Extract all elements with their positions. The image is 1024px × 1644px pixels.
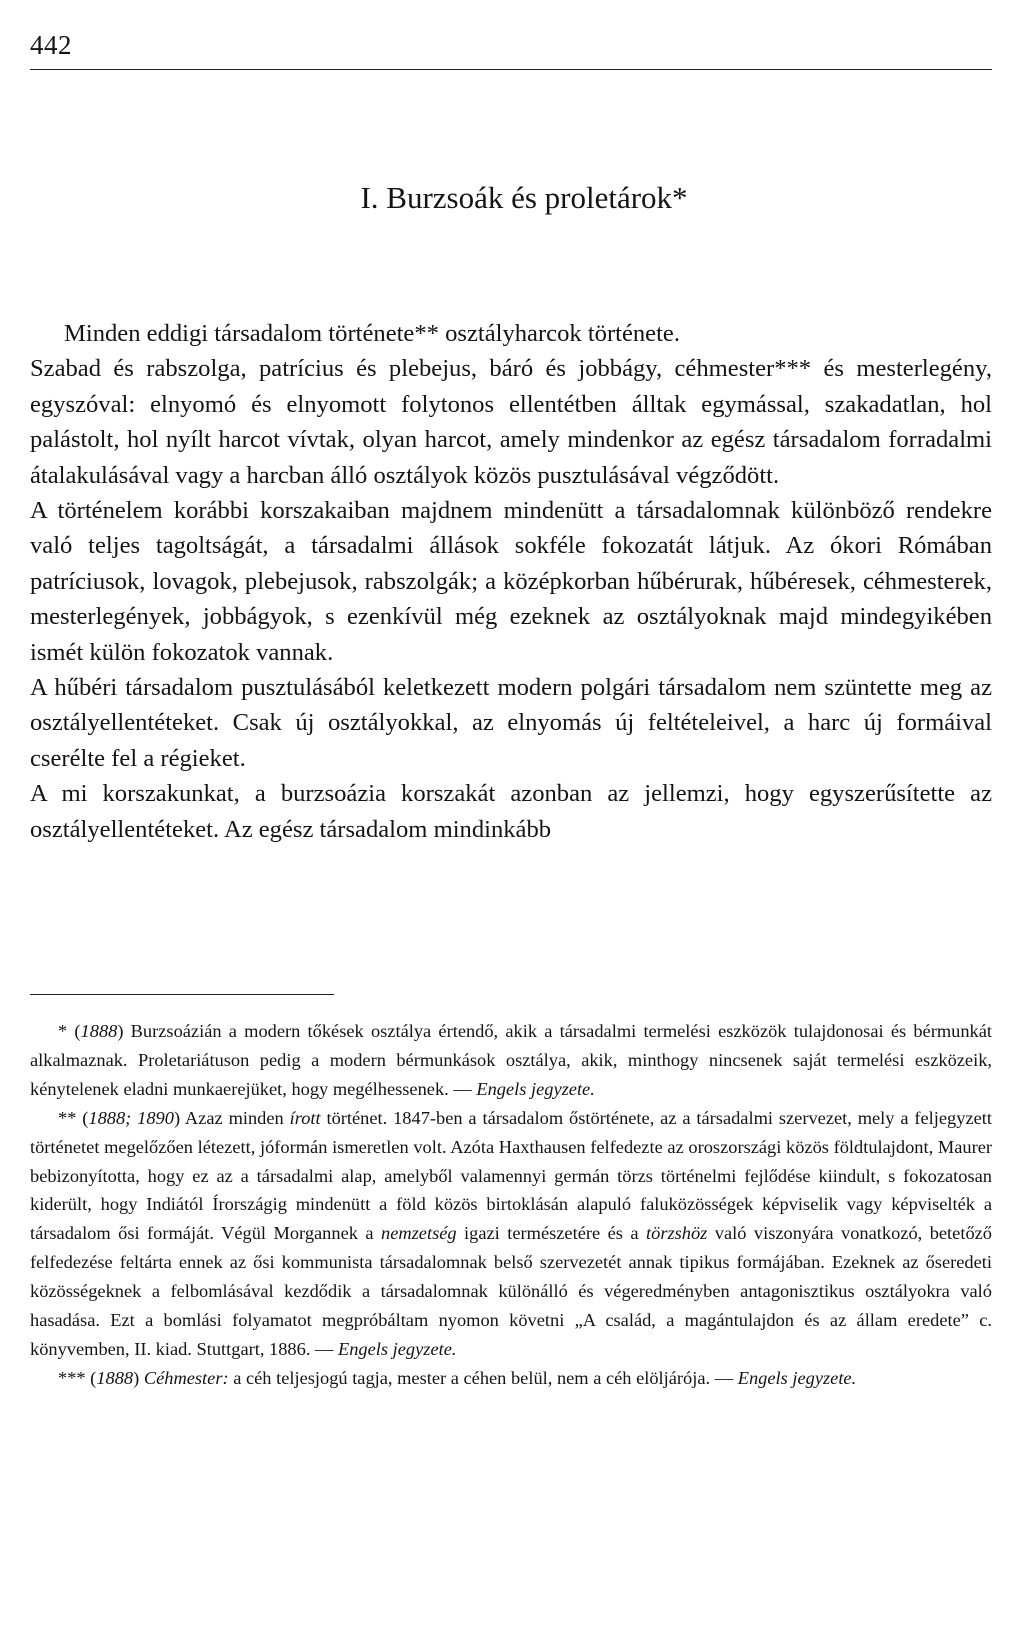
footnote-1-attribution: Engels jegyzete. <box>476 1078 595 1099</box>
footnote-2-attribution: Engels jegyzete. <box>338 1338 457 1359</box>
footnote-3-text-1: ) <box>133 1367 144 1388</box>
footnote-3-text-2: a céh teljesjogú tagja, mester a céhen belül, nem a céh elöljárója. — <box>228 1367 738 1388</box>
footnote-2-text-4: való viszonyára vonatkozó, betetőző felfedezése feltárta ennek az ősi kommunista társadalomnak belső szervezetét annak tipikus formájában. Ezeknek az őseredeti közösségeknek a felbomlásával kezdődik a társadalomnak különálló és végeredményben antagonisztikus osztályokra való hasadása. Ezt a bomlási folyamatot megpróbáltam nyomon követni „A család, a magántulajdon és az állam eredete” c. könyvemben, II. kiad. Stuttgart, 1886. — <box>30 1223 992 1359</box>
footnote-3-em-1: Céhmester: <box>143 1367 229 1388</box>
footnote-separator <box>30 994 334 995</box>
page-number: 442 <box>30 30 72 60</box>
body-paragraph-4: A hűbéri társadalom pusztulásából keletkezett modern polgári társadalom nem szüntette meg az osztályellentéteket. Csak új osztályokkal, az elnyomás új feltételeivel, a harc új formáival cserélte fel a régieket. <box>30 674 992 772</box>
footnote-1-year: 1888 <box>80 1021 118 1041</box>
footnote-3-mark: *** ( <box>58 1367 97 1388</box>
footnote-2 <box>30 1104 992 1364</box>
chapter-title: I. Burzsoák és proletárok* <box>360 180 688 215</box>
footnote-2-years: 1888; 1890 <box>88 1107 174 1128</box>
footnote-1 <box>30 1017 992 1104</box>
main-text <box>30 316 992 847</box>
footnote-2-text-3: igazi természetére és a <box>456 1223 647 1244</box>
footnote-3 <box>30 1364 992 1393</box>
footnote-1-mark: * ( <box>58 1021 81 1041</box>
body-paragraph-1: Minden eddigi társadalom története** osztályharcok története. <box>64 320 680 347</box>
footnote-3-attribution: Engels jegyzete. <box>737 1367 857 1388</box>
footnote-2-text-1: ) Azaz minden <box>173 1107 290 1128</box>
footnote-2-em-3: törzshöz <box>646 1223 708 1244</box>
body-paragraph-3: A történelem korábbi korszakaiban majdnem mindenütt a társadalomnak különböző rendekre való teljes tagoltságát, a társadalmi állások sokféle fokozatát látjuk. Az ókori Rómában patríciusok, lovagok, plebejusok, rabszolgák; a középkorban hűbérurak, hűbéresek, céhmesterek, mesterlegények, jobbágyok, s ezenkívül még ezeknek az osztályoknak majd mindegyikében ismét külön fokozatok vannak. <box>30 497 992 666</box>
footnote-2-em-2: nemzetség <box>381 1223 457 1244</box>
footnote-1-text: ) Burzsoázián a modern tőkések osztálya értendő, akik a társadalmi termelési eszközök tulajdonosai és bérmunkát alkalmaznak. Proletariátuson pedig a modern bérmunkások osztálya, akik, minthogy nincsenek saját termelési eszközeik, kénytelenek eladni munkaerejüket, hogy megélhessenek. — <box>30 1021 993 1099</box>
header-rule <box>30 69 992 70</box>
footnote-2-mark: ** ( <box>58 1107 89 1128</box>
footnote-2-text-2: történet. 1847-ben a társadalom őstörténete, az a társadalmi szervezet, mely a feljegyzett történetet megelőzően létezett, jóformán ismeretlen volt. Azóta Haxthausen felfedezte az oroszországi közös földtulajdont, Maurer bebizonyította, hogy ez az a társadalmi alap, amelyből valamennyi germán törzs történelmi fejlődése kiindult, s fokozatosan kiderült, hogy Indiától Írországig mindenütt a föld közös birtoklásán alapuló faluközösségek képviselik vagy képviselték a társadalom ősi formáját. Végül Morgannek a <box>30 1107 992 1244</box>
footnote-2-em-1: írott <box>289 1107 321 1128</box>
footnotes <box>30 1017 992 1393</box>
body-paragraph-2: Szabad és rabszolga, patrícius és plebejus, báró és jobbágy, céhmester*** és mesterlegény, egyszóval: elnyomó és elnyomott folytonos ellentétben álltak egymással, szakadatlan, hol palástolt, hol nyílt harcot vívtak, olyan harcot, amely mindenkor az egész társadalom forradalmi átalakulásával vagy a harcban álló osztályok közös pusztulásával végződött. <box>30 355 992 489</box>
footnote-3-year: 1888 <box>96 1367 134 1388</box>
body-paragraph-5: A mi korszakunkat, a burzsoázia korszakát azonban az jellemzi, hogy egyszerűsítette az osztályellentéteket. Az egész társadalom mindinkább <box>30 780 992 843</box>
